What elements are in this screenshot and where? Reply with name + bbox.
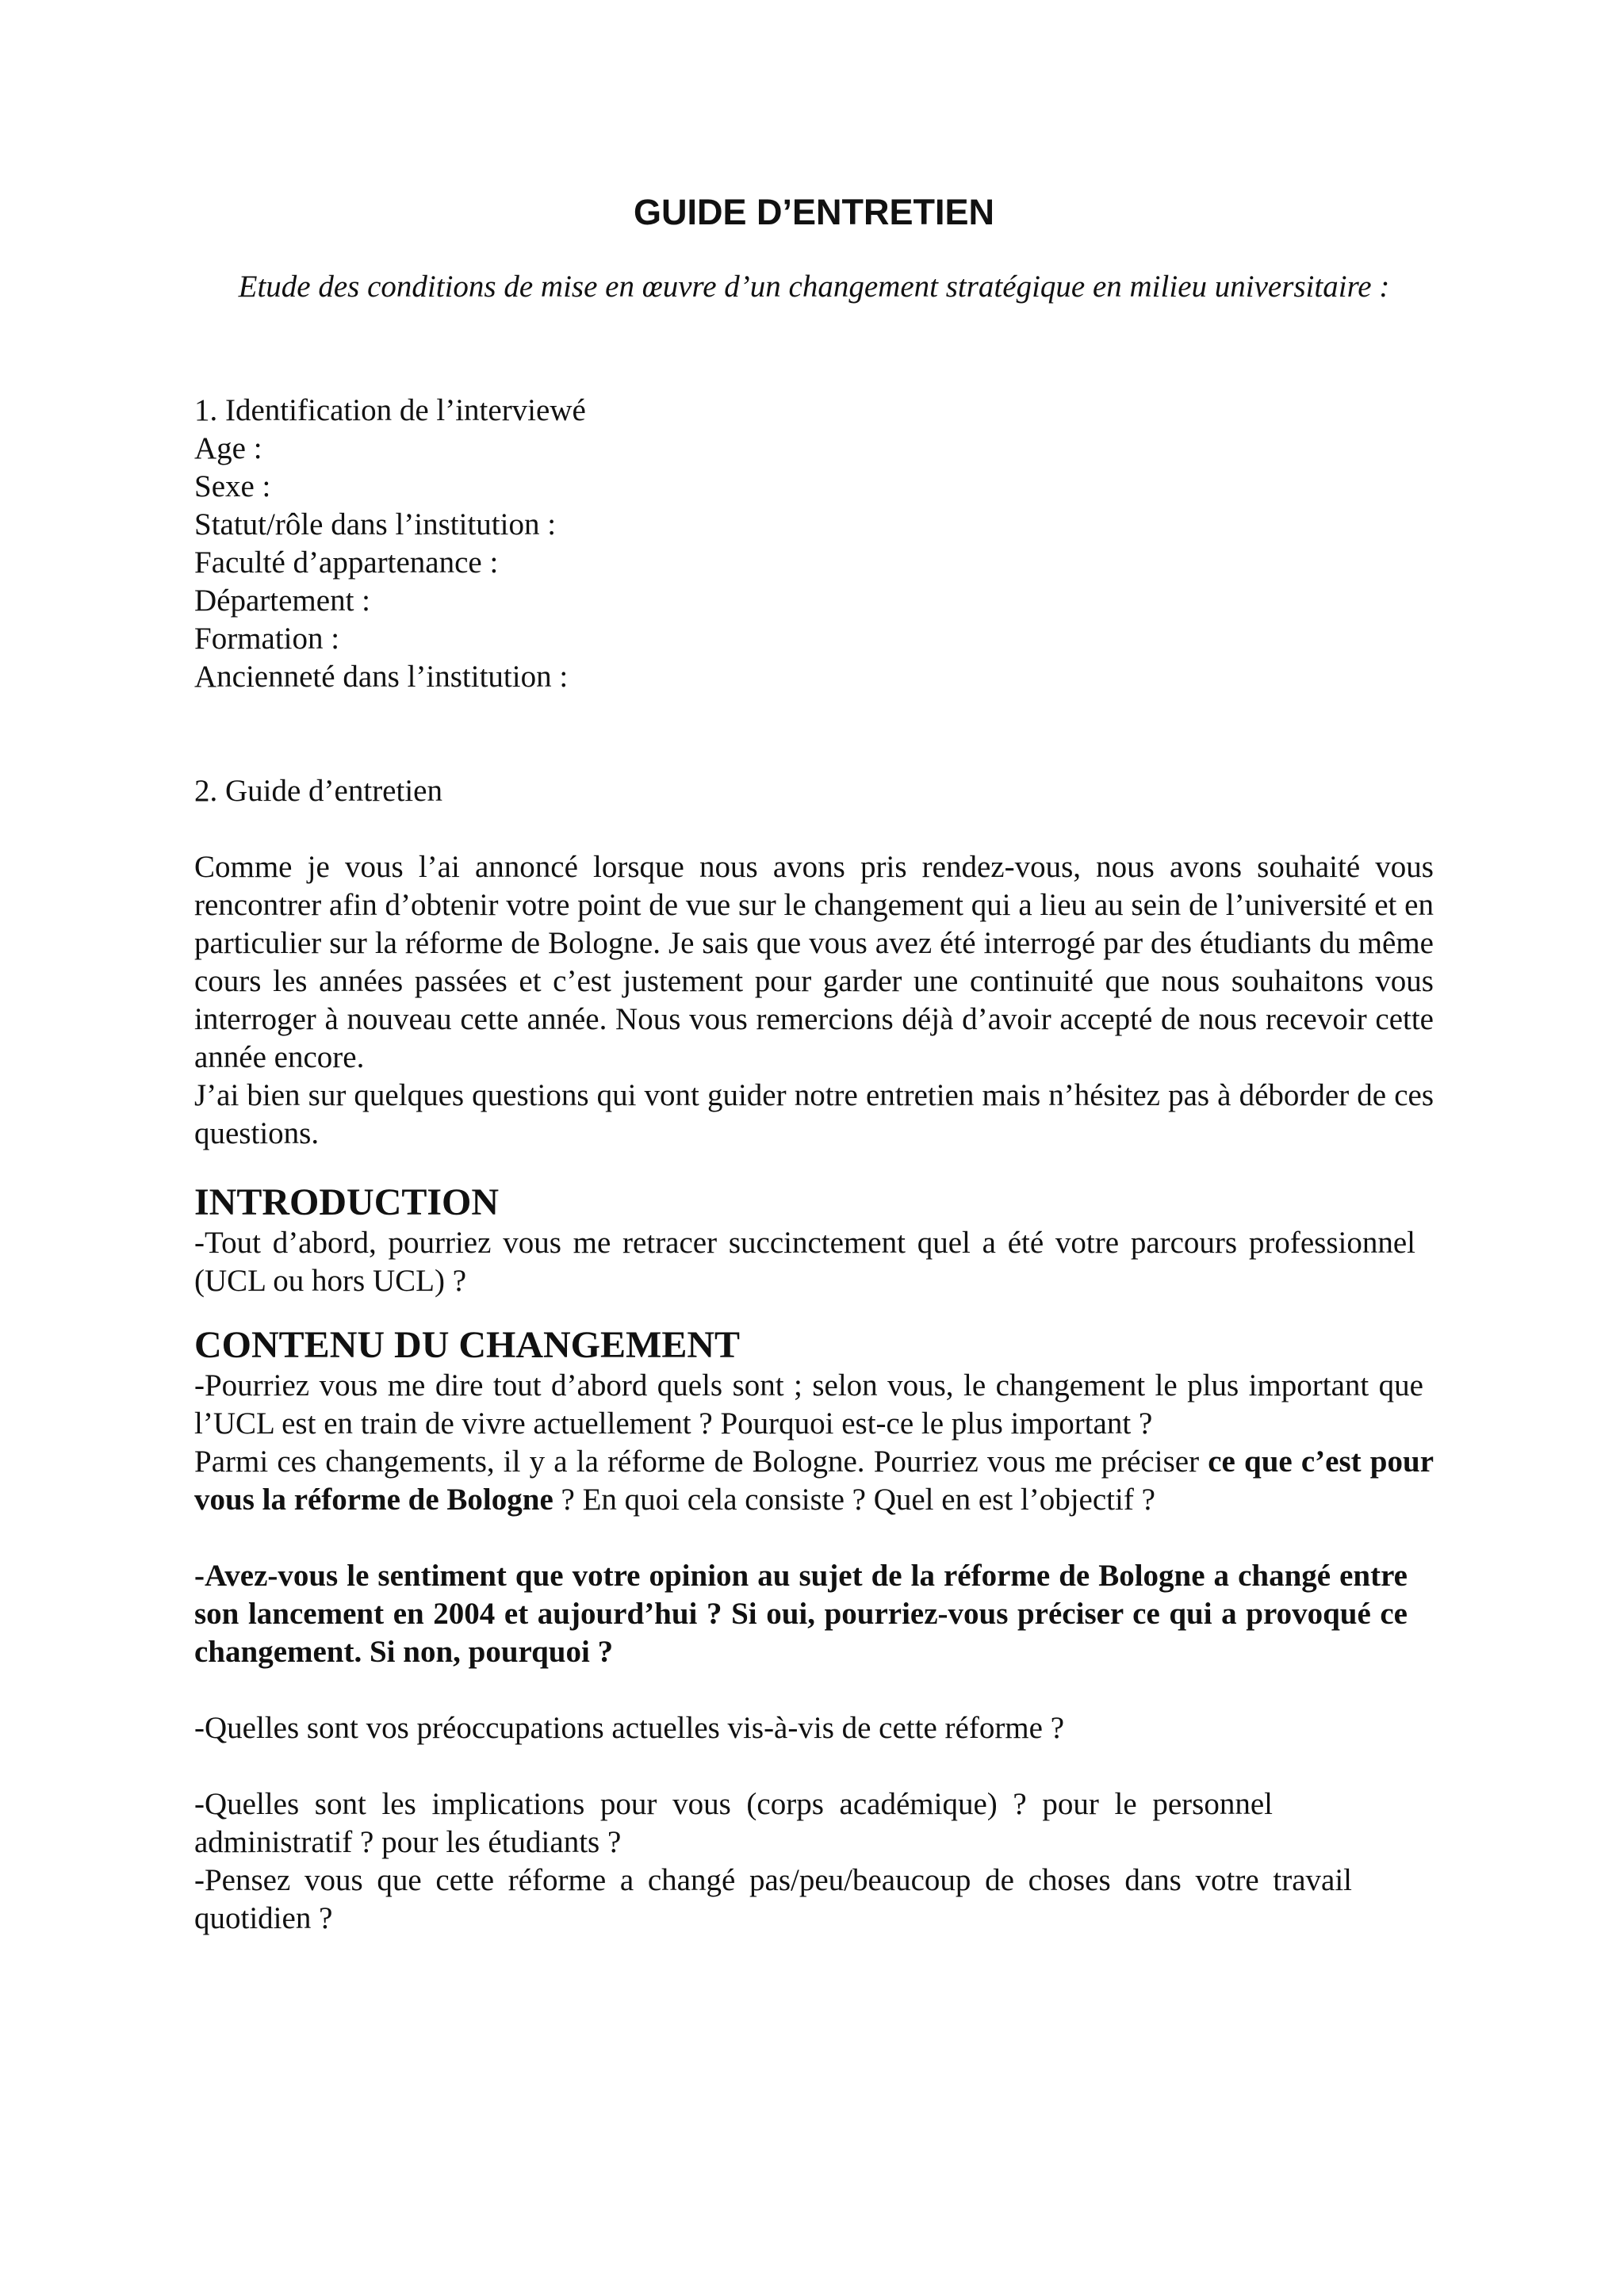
guide-intro-paragraph: Comme je vous l’ai annoncé lorsque nous avons pris rendez-vous, nous avons souhaité vous rencontrer afin d’obtenir votre point de vue sur le changement qui a lieu au sein de l’université et en particulier sur la réforme de Bologne. Je sais que vous avez été interrogé par des étudiants du même cours les années passées et c’est justement pour garder une continuité que nous souhaitons vous interroger à nouveau cette année. Nous vous remercions déjà d’avoir accepté de nous recevoir cette année encore. [194,850,1434,1074]
contenu-question-2-bold: ce que c’est pour vous la réforme de Bologne [194,1445,1434,1517]
contenu-question-6: -Pensez vous que cette réforme a changé pas/peu/beaucoup de choses dans votre travail quotidien ? [194,1863,1352,1935]
guide-heading: 2. Guide d’entretien [194,774,442,808]
contenu-question-2-pre: Parmi ces changements, il y a la réforme de Bologne. Pourriez vous me préciser [194,1445,1208,1479]
contenu-question-4: -Quelles sont vos préoccupations actuelles vis-à-vis de cette réforme ? [194,1711,1065,1745]
introduction-heading: INTRODUCTION [194,1181,500,1223]
contenu-heading: CONTENU DU CHANGEMENT [194,1324,741,1366]
contenu-section [194,1324,1434,1938]
guide-second-paragraph: J’ai bien sur quelques questions qui vont guider notre entretien mais n’hésitez pas à déborder de ces questions. [194,1078,1434,1150]
field-age: Age : [194,431,262,465]
contenu-question-2-post: ? En quoi cela consiste ? Quel en est l’objectif ? [553,1483,1155,1517]
identification-section [194,392,1434,696]
field-departement: Département : [194,584,370,618]
field-statut: Statut/rôle dans l’institution : [194,507,557,541]
contenu-question-1: -Pourriez vous me dire tout d’abord quels sont ; selon vous, le changement le plus important que l’UCL est en train de vivre actuellement ? Pourquoi est-ce le plus important ? [194,1368,1423,1441]
field-anciennete: Ancienneté dans l’institution : [194,660,569,694]
field-formation: Formation : [194,622,340,656]
contenu-question-2 [194,1443,1434,1519]
introduction-question: -Tout d’abord, pourriez vous me retracer succinctement quel a été votre parcours professionnel (UCL ou hors UCL) ? [194,1226,1415,1298]
introduction-section [194,1181,1434,1300]
field-sexe: Sexe : [194,469,271,503]
contenu-question-5: -Quelles sont les implications pour vous (corps académique) ? pour le personnel administratif ? pour les étudiants ? [194,1787,1273,1859]
identification-heading: 1. Identification de l’interviewé [194,393,586,427]
document-subtitle: Etude des conditions de mise en œuvre d’un changement stratégique en milieu universitaire : [238,270,1390,304]
document-title: GUIDE D’ENTRETIEN [633,192,995,232]
guide-section [194,772,1434,1153]
contenu-question-3: -Avez-vous le sentiment que votre opinion au sujet de la réforme de Bologne a changé entre son lancement en 2004 et aujourd’hui ? Si oui, pourriez-vous préciser ce qui a provoqué ce changement. Si non, pourquoi ? [194,1559,1408,1669]
field-faculte: Faculté d’appartenance : [194,545,499,580]
